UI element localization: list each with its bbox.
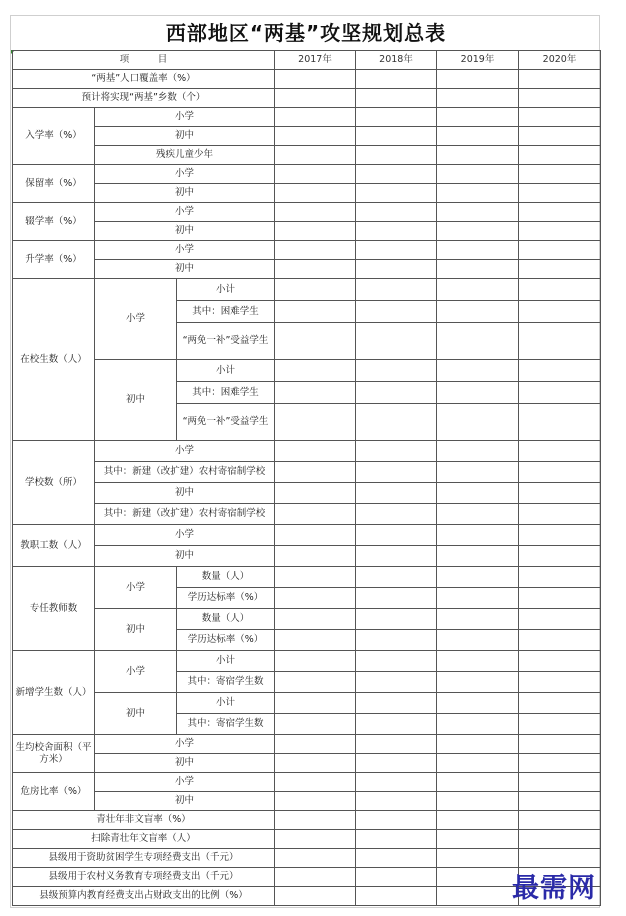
group-label-schools: 学校数（所） <box>13 441 95 525</box>
table-row <box>13 830 601 849</box>
detail-label: “两免一补”受益学生 <box>177 404 275 441</box>
data-cell[interactable] <box>275 887 356 906</box>
sub-label: 小学 <box>95 441 275 462</box>
data-cell[interactable] <box>275 483 356 504</box>
data-cell[interactable] <box>519 651 601 672</box>
data-cell[interactable] <box>519 588 601 609</box>
table-row <box>13 108 601 127</box>
group-label-promotion: 升学率（%） <box>13 241 95 279</box>
data-cell[interactable] <box>437 184 519 203</box>
table-row <box>13 504 601 525</box>
data-cell[interactable] <box>275 462 356 483</box>
data-cell[interactable] <box>437 588 519 609</box>
data-cell[interactable] <box>519 301 601 323</box>
data-cell[interactable] <box>275 323 356 360</box>
table-row <box>13 525 601 546</box>
sub-label: 初中 <box>95 127 275 146</box>
data-cell[interactable] <box>275 360 356 382</box>
data-cell[interactable] <box>275 546 356 567</box>
detail-label: 小计 <box>177 279 275 301</box>
data-cell[interactable] <box>275 382 356 404</box>
data-cell[interactable] <box>275 108 356 127</box>
data-cell[interactable] <box>519 184 601 203</box>
data-cell[interactable] <box>356 360 437 382</box>
data-cell[interactable] <box>356 792 437 811</box>
data-cell[interactable] <box>275 203 356 222</box>
data-cell[interactable] <box>275 792 356 811</box>
sub-group-label: 小学 <box>95 651 177 693</box>
group-label-dropout: 辍学率（%） <box>13 203 95 241</box>
sub-label: 其中：新建（改扩建）农村寄宿制学校 <box>95 504 275 525</box>
data-cell[interactable] <box>437 754 519 773</box>
sub-label: 初中 <box>95 546 275 567</box>
data-cell[interactable] <box>437 301 519 323</box>
sub-group-label: 初中 <box>95 360 177 441</box>
table-row <box>13 127 601 146</box>
data-cell[interactable] <box>275 868 356 887</box>
data-cell[interactable] <box>356 323 437 360</box>
header-year-2017: 2017年 <box>275 51 356 70</box>
data-cell[interactable] <box>356 693 437 714</box>
data-cell[interactable] <box>519 70 601 89</box>
sub-label: 小学 <box>95 203 275 222</box>
table-row <box>13 462 601 483</box>
sub-label: 初中 <box>95 260 275 279</box>
detail-label: 其中：困难学生 <box>177 301 275 323</box>
table-header-row <box>13 51 601 70</box>
data-cell[interactable] <box>275 504 356 525</box>
data-cell[interactable] <box>519 323 601 360</box>
data-cell[interactable] <box>519 735 601 754</box>
data-cell[interactable] <box>519 127 601 146</box>
data-cell[interactable] <box>356 735 437 754</box>
data-cell[interactable] <box>519 108 601 127</box>
sub-label: 小学 <box>95 525 275 546</box>
sub-label: 残疾儿童少年 <box>95 146 275 165</box>
table-row <box>13 146 601 165</box>
data-cell[interactable] <box>519 693 601 714</box>
data-cell[interactable] <box>437 260 519 279</box>
sub-label: 小学 <box>95 735 275 754</box>
row-label-illiteracy: 青壮年非文盲率（%） <box>13 811 275 830</box>
data-cell[interactable] <box>275 89 356 108</box>
data-cell[interactable] <box>275 279 356 301</box>
detail-label: 学历达标率（%） <box>177 630 275 651</box>
data-cell[interactable] <box>519 567 601 588</box>
table-row <box>13 754 601 773</box>
row-label-coverage: “两基”人口覆盖率（%） <box>13 70 275 89</box>
table-row <box>13 441 601 462</box>
sub-label: 初中 <box>95 792 275 811</box>
data-cell[interactable] <box>356 630 437 651</box>
table-row <box>13 260 601 279</box>
data-cell[interactable] <box>519 360 601 382</box>
data-cell[interactable] <box>437 525 519 546</box>
table-row <box>13 773 601 792</box>
sub-label: 初中 <box>95 483 275 504</box>
sub-group-label: 小学 <box>95 279 177 360</box>
table-row <box>13 546 601 567</box>
group-label-staff: 教职工数（人） <box>13 525 95 567</box>
data-cell[interactable] <box>437 203 519 222</box>
data-cell[interactable] <box>356 609 437 630</box>
table-row <box>13 567 601 588</box>
data-cell[interactable] <box>519 462 601 483</box>
data-cell[interactable] <box>275 184 356 203</box>
table-row <box>13 651 601 672</box>
data-cell[interactable] <box>519 203 601 222</box>
data-cell[interactable] <box>437 323 519 360</box>
data-cell[interactable] <box>437 279 519 301</box>
table-row <box>13 222 601 241</box>
data-cell[interactable] <box>437 70 519 89</box>
data-cell[interactable] <box>437 404 519 441</box>
data-cell[interactable] <box>437 89 519 108</box>
group-label-danger: 危房比率（%） <box>13 773 95 811</box>
data-cell[interactable] <box>356 887 437 906</box>
data-cell[interactable] <box>437 146 519 165</box>
data-cell[interactable] <box>275 301 356 323</box>
sub-group-label: 小学 <box>95 567 177 609</box>
data-cell[interactable] <box>519 672 601 693</box>
data-cell[interactable] <box>437 714 519 735</box>
table-row <box>13 184 601 203</box>
data-cell[interactable] <box>356 754 437 773</box>
data-cell[interactable] <box>437 241 519 260</box>
group-label-new-students: 新增学生数（人） <box>13 651 95 735</box>
page-title: 西部地区“两基”攻坚规划总表 <box>165 21 447 45</box>
group-label-area: 生均校舍面积（平方米） <box>13 735 95 773</box>
data-cell[interactable] <box>275 693 356 714</box>
data-cell[interactable] <box>519 441 601 462</box>
data-cell[interactable] <box>437 222 519 241</box>
table-row <box>13 203 601 222</box>
table-row <box>13 89 601 108</box>
data-cell[interactable] <box>356 672 437 693</box>
data-cell[interactable] <box>356 260 437 279</box>
data-cell[interactable] <box>356 714 437 735</box>
data-cell[interactable] <box>437 462 519 483</box>
data-cell[interactable] <box>356 127 437 146</box>
data-cell[interactable] <box>356 203 437 222</box>
data-cell[interactable] <box>275 672 356 693</box>
data-cell[interactable] <box>275 441 356 462</box>
data-cell[interactable] <box>437 546 519 567</box>
data-cell[interactable] <box>356 773 437 792</box>
data-cell[interactable] <box>519 165 601 184</box>
data-cell[interactable] <box>519 546 601 567</box>
data-cell[interactable] <box>437 773 519 792</box>
data-cell[interactable] <box>437 609 519 630</box>
data-cell[interactable] <box>275 773 356 792</box>
data-cell[interactable] <box>356 441 437 462</box>
table-row <box>13 279 601 301</box>
data-cell[interactable] <box>275 849 356 868</box>
data-cell[interactable] <box>356 184 437 203</box>
data-cell[interactable] <box>356 483 437 504</box>
table-row <box>13 483 601 504</box>
data-cell[interactable] <box>275 165 356 184</box>
data-cell[interactable] <box>519 241 601 260</box>
row-label-budget-ratio: 县级预算内教育经费支出占财政支出的比例（%） <box>13 887 275 906</box>
data-cell[interactable] <box>519 483 601 504</box>
data-cell[interactable] <box>356 525 437 546</box>
detail-label: 其中：寄宿学生数 <box>177 714 275 735</box>
row-label-fund-poor: 县级用于资助贫困学生专项经费支出（千元） <box>13 849 275 868</box>
data-cell[interactable] <box>519 504 601 525</box>
data-cell[interactable] <box>519 404 601 441</box>
data-cell[interactable] <box>356 868 437 887</box>
data-cell[interactable] <box>519 382 601 404</box>
data-cell[interactable] <box>275 651 356 672</box>
group-label-enroll: 入学率（%） <box>13 108 95 165</box>
data-cell[interactable] <box>356 404 437 441</box>
sub-label: 其中：新建（改扩建）农村寄宿制学校 <box>95 462 275 483</box>
sub-label: 初中 <box>95 184 275 203</box>
detail-label: 数量（人） <box>177 567 275 588</box>
data-cell[interactable] <box>275 714 356 735</box>
data-cell[interactable] <box>356 108 437 127</box>
data-cell[interactable] <box>275 127 356 146</box>
detail-label: 其中：寄宿学生数 <box>177 672 275 693</box>
data-cell[interactable] <box>437 868 519 887</box>
data-cell[interactable] <box>519 146 601 165</box>
planning-table <box>12 50 601 906</box>
data-cell[interactable] <box>519 792 601 811</box>
data-cell[interactable] <box>519 260 601 279</box>
data-cell[interactable] <box>275 525 356 546</box>
header-item: 项 目 <box>13 51 275 70</box>
table-row <box>13 70 601 89</box>
detail-label: 学历达标率（%） <box>177 588 275 609</box>
data-cell[interactable] <box>519 279 601 301</box>
data-cell[interactable] <box>519 830 601 849</box>
data-cell[interactable] <box>356 651 437 672</box>
data-cell[interactable] <box>437 630 519 651</box>
data-cell[interactable] <box>437 483 519 504</box>
data-cell[interactable] <box>275 260 356 279</box>
data-cell[interactable] <box>437 693 519 714</box>
data-cell[interactable] <box>275 609 356 630</box>
table-row <box>13 609 601 630</box>
sub-group-label: 初中 <box>95 693 177 735</box>
sub-label: 小学 <box>95 165 275 184</box>
data-cell[interactable] <box>356 504 437 525</box>
detail-label: 数量（人） <box>177 609 275 630</box>
data-cell[interactable] <box>519 754 601 773</box>
data-cell[interactable] <box>437 441 519 462</box>
row-label-literacy-removed: 扫除青壮年文盲率（人） <box>13 830 275 849</box>
data-cell[interactable] <box>437 360 519 382</box>
table-row <box>13 735 601 754</box>
sub-label: 初中 <box>95 754 275 773</box>
data-cell[interactable] <box>437 792 519 811</box>
data-cell[interactable] <box>356 301 437 323</box>
group-label-students: 在校生数（人） <box>13 279 95 441</box>
sub-label: 小学 <box>95 108 275 127</box>
group-label-teachers: 专任教师数 <box>13 567 95 651</box>
data-cell[interactable] <box>519 222 601 241</box>
data-cell[interactable] <box>275 830 356 849</box>
data-cell[interactable] <box>519 714 601 735</box>
data-cell[interactable] <box>356 546 437 567</box>
detail-label: “两免一补”受益学生 <box>177 323 275 360</box>
data-cell[interactable] <box>437 811 519 830</box>
data-cell[interactable] <box>519 525 601 546</box>
data-cell[interactable] <box>275 146 356 165</box>
header-year-2018: 2018年 <box>356 51 437 70</box>
data-cell[interactable] <box>275 241 356 260</box>
data-cell[interactable] <box>437 651 519 672</box>
data-cell[interactable] <box>437 127 519 146</box>
data-cell[interactable] <box>356 146 437 165</box>
table-row <box>13 693 601 714</box>
sub-group-label: 初中 <box>95 609 177 651</box>
data-cell[interactable] <box>437 108 519 127</box>
data-cell[interactable] <box>356 222 437 241</box>
data-cell[interactable] <box>437 165 519 184</box>
data-cell[interactable] <box>519 849 601 868</box>
data-cell[interactable] <box>437 849 519 868</box>
data-cell[interactable] <box>437 672 519 693</box>
data-cell[interactable] <box>275 567 356 588</box>
data-cell[interactable] <box>519 89 601 108</box>
table-row <box>13 241 601 260</box>
sub-label: 小学 <box>95 241 275 260</box>
data-cell[interactable] <box>519 630 601 651</box>
header-year-2020: 2020年 <box>519 51 601 70</box>
data-cell[interactable] <box>356 279 437 301</box>
data-cell[interactable] <box>519 811 601 830</box>
data-cell[interactable] <box>275 811 356 830</box>
data-cell[interactable] <box>437 830 519 849</box>
data-cell[interactable] <box>519 609 601 630</box>
detail-label: 小计 <box>177 693 275 714</box>
group-label-retention: 保留率（%） <box>13 165 95 203</box>
data-cell[interactable] <box>275 754 356 773</box>
header-year-2019: 2019年 <box>437 51 519 70</box>
data-cell[interactable] <box>275 630 356 651</box>
data-cell[interactable] <box>275 222 356 241</box>
sub-label: 初中 <box>95 222 275 241</box>
data-cell[interactable] <box>275 70 356 89</box>
data-cell[interactable] <box>356 165 437 184</box>
data-cell[interactable] <box>356 811 437 830</box>
data-cell[interactable] <box>356 567 437 588</box>
data-cell[interactable] <box>437 887 519 906</box>
table-row <box>13 360 601 382</box>
table-row <box>13 811 601 830</box>
table-row <box>13 849 601 868</box>
data-cell[interactable] <box>356 588 437 609</box>
data-cell[interactable] <box>356 89 437 108</box>
data-cell[interactable] <box>275 735 356 754</box>
detail-label: 小计 <box>177 360 275 382</box>
data-cell[interactable] <box>519 773 601 792</box>
data-cell[interactable] <box>275 404 356 441</box>
data-cell[interactable] <box>356 830 437 849</box>
sub-label: 小学 <box>95 773 275 792</box>
data-cell[interactable] <box>356 70 437 89</box>
data-cell[interactable] <box>356 382 437 404</box>
data-cell[interactable] <box>356 241 437 260</box>
site-watermark: 最需网 <box>512 873 596 904</box>
data-cell[interactable] <box>437 382 519 404</box>
data-cell[interactable] <box>437 504 519 525</box>
data-cell[interactable] <box>437 567 519 588</box>
data-cell[interactable] <box>437 735 519 754</box>
data-cell[interactable] <box>356 849 437 868</box>
detail-label: 小计 <box>177 651 275 672</box>
row-label-towns: 预计将实现“两基”乡数（个） <box>13 89 275 108</box>
table-row <box>13 792 601 811</box>
detail-label: 其中：困难学生 <box>177 382 275 404</box>
data-cell[interactable] <box>275 588 356 609</box>
data-cell[interactable] <box>356 462 437 483</box>
table-row <box>13 165 601 184</box>
spreadsheet-sheet <box>10 15 600 908</box>
row-label-fund-rural: 县级用于农村义务教育专项经费支出（千元） <box>13 868 275 887</box>
